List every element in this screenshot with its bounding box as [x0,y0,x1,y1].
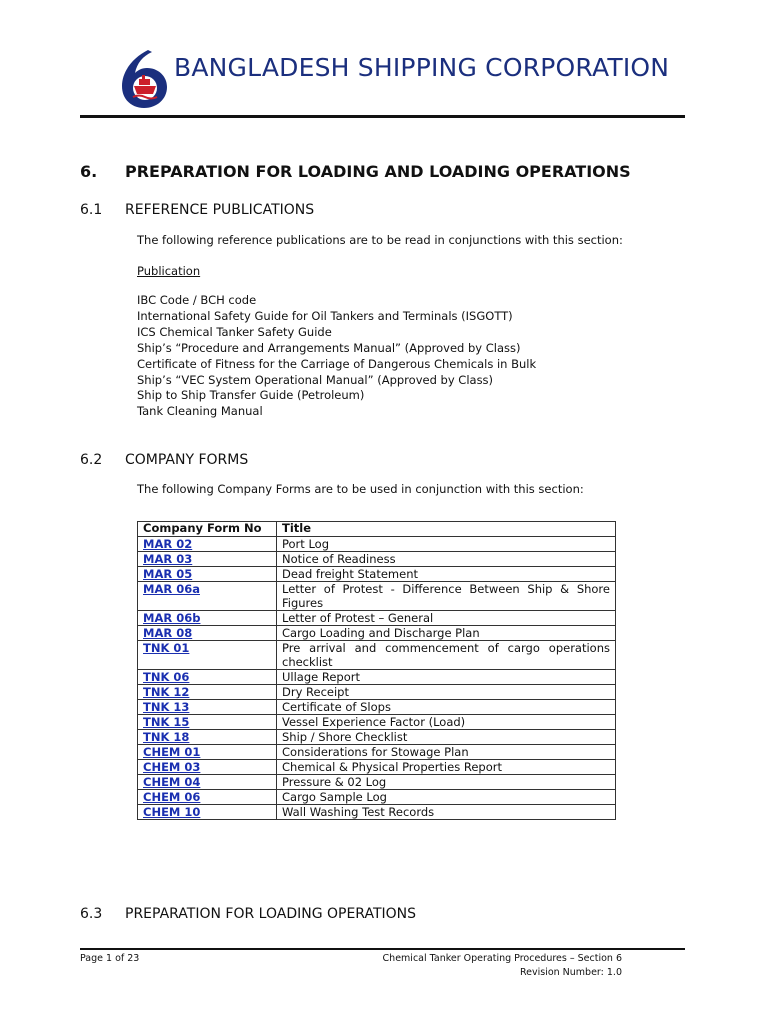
form-title-cell: Letter of Protest – General [277,611,616,626]
section-number: 6. [80,162,98,181]
list-item: International Safety Guide for Oil Tankers and Terminals (ISGOTT) [137,308,513,323]
form-number-cell [138,685,277,700]
list-item: Ship’s “Procedure and Arrangements Manual” (Approved by Class) [137,340,521,355]
form-link[interactable]: TNK 12 [143,685,190,699]
form-number-cell [138,582,277,611]
reference-intro: The following reference publications are to be read in conjunctions with this section: [137,233,623,247]
publication-list [137,293,536,420]
footer-document-title: Chemical Tanker Operating Procedures – Section 6 [382,953,622,964]
form-number-cell [138,775,277,790]
form-title-cell: Chemical & Physical Properties Report [277,760,616,775]
form-title-cell: Notice of Readiness [277,552,616,567]
form-number-cell [138,730,277,745]
form-link[interactable]: CHEM 04 [143,775,201,789]
form-number-cell [138,670,277,685]
company-forms-table [137,521,616,820]
footer-divider [80,948,685,950]
subsection-number: 6.1 [80,202,103,218]
subsection-title: COMPANY FORMS [125,452,249,468]
form-number-cell [138,537,277,552]
table-row [138,567,616,582]
list-item: Ship to Ship Transfer Guide (Petroleum) [137,388,365,403]
table-row [138,641,616,670]
form-link[interactable]: CHEM 10 [143,805,201,819]
subsection-number: 6.3 [80,906,103,922]
subsection-title: PREPARATION FOR LOADING OPERATIONS [125,906,417,922]
form-title-cell: Dead freight Statement [277,567,616,582]
forms-intro: The following Company Forms are to be used in conjunction with this section: [137,482,584,496]
form-link[interactable]: CHEM 06 [143,790,201,804]
form-title-cell: Wall Washing Test Records [277,805,616,820]
form-title-cell: Certificate of Slops [277,700,616,715]
publication-heading: Publication [137,264,201,278]
form-number-cell [138,790,277,805]
page-number: Page 1 of 23 [80,953,140,964]
column-header-title: Title [277,522,616,537]
table-row [138,552,616,567]
column-header-form-no: Company Form No [138,522,277,537]
form-number-cell [138,805,277,820]
form-title-cell: Ship / Shore Checklist [277,730,616,745]
form-number-cell [138,626,277,641]
form-link[interactable]: MAR 06a [143,582,200,596]
form-title-cell: Ullage Report [277,670,616,685]
form-title-cell: Cargo Loading and Discharge Plan [277,626,616,641]
form-link[interactable]: MAR 05 [143,567,193,581]
form-link[interactable]: TNK 13 [143,700,190,714]
form-link[interactable]: MAR 06b [143,611,201,625]
table-row [138,626,616,641]
form-title-cell: Dry Receipt [277,685,616,700]
form-link[interactable]: MAR 08 [143,626,193,640]
header-divider [80,115,685,118]
form-link[interactable]: TNK 01 [143,641,190,655]
form-number-cell [138,552,277,567]
table-row [138,670,616,685]
form-number-cell [138,760,277,775]
table-body [138,537,616,820]
table-row [138,582,616,611]
list-item: Certificate of Fitness for the Carriage of Dangerous Chemicals in Bulk [137,356,537,371]
table-row [138,745,616,760]
form-number-cell [138,611,277,626]
form-number-cell [138,641,277,670]
form-title-cell: Pressure & 02 Log [277,775,616,790]
footer-revision: Revision Number: 1.0 [519,967,622,978]
form-number-cell [138,745,277,760]
table-row [138,760,616,775]
table-row [138,790,616,805]
form-link[interactable]: MAR 03 [143,552,193,566]
form-link[interactable]: CHEM 01 [143,745,201,759]
form-title-cell: Pre arrival and commencement of cargo operations checklist [277,641,616,670]
form-title-cell: Port Log [277,537,616,552]
table-row [138,611,616,626]
list-item: Ship’s “VEC System Operational Manual” (Approved by Class) [137,372,494,387]
table-row [138,805,616,820]
table-row [138,685,616,700]
table-row [138,537,616,552]
subsection-title: REFERENCE PUBLICATIONS [125,202,315,218]
subsection-number: 6.2 [80,452,103,468]
form-link[interactable]: MAR 02 [143,537,193,551]
list-item: Tank Cleaning Manual [137,404,263,419]
form-number-cell [138,700,277,715]
form-number-cell [138,567,277,582]
form-number-cell [138,715,277,730]
bsc-logo-icon [118,48,174,110]
form-title-cell: Considerations for Stowage Plan [277,745,616,760]
document-header [118,48,688,120]
table-row [138,775,616,790]
table-header-row [138,522,616,537]
form-link[interactable]: TNK 15 [143,715,190,729]
form-title-cell: Vessel Experience Factor (Load) [277,715,616,730]
organization-name: BANGLADESH SHIPPING CORPORATION [174,53,670,82]
form-title-cell: Letter of Protest - Difference Between Ship & Shore Figures [277,582,616,611]
form-link[interactable]: CHEM 03 [143,760,201,774]
form-title-cell: Cargo Sample Log [277,790,616,805]
table-row [138,730,616,745]
form-link[interactable]: TNK 06 [143,670,190,684]
table-row [138,715,616,730]
list-item: ICS Chemical Tanker Safety Guide [137,324,332,339]
form-link[interactable]: TNK 18 [143,730,190,744]
section-title: PREPARATION FOR LOADING AND LOADING OPERATIONS [125,162,631,181]
list-item: IBC Code / BCH code [137,293,257,307]
table-row [138,700,616,715]
